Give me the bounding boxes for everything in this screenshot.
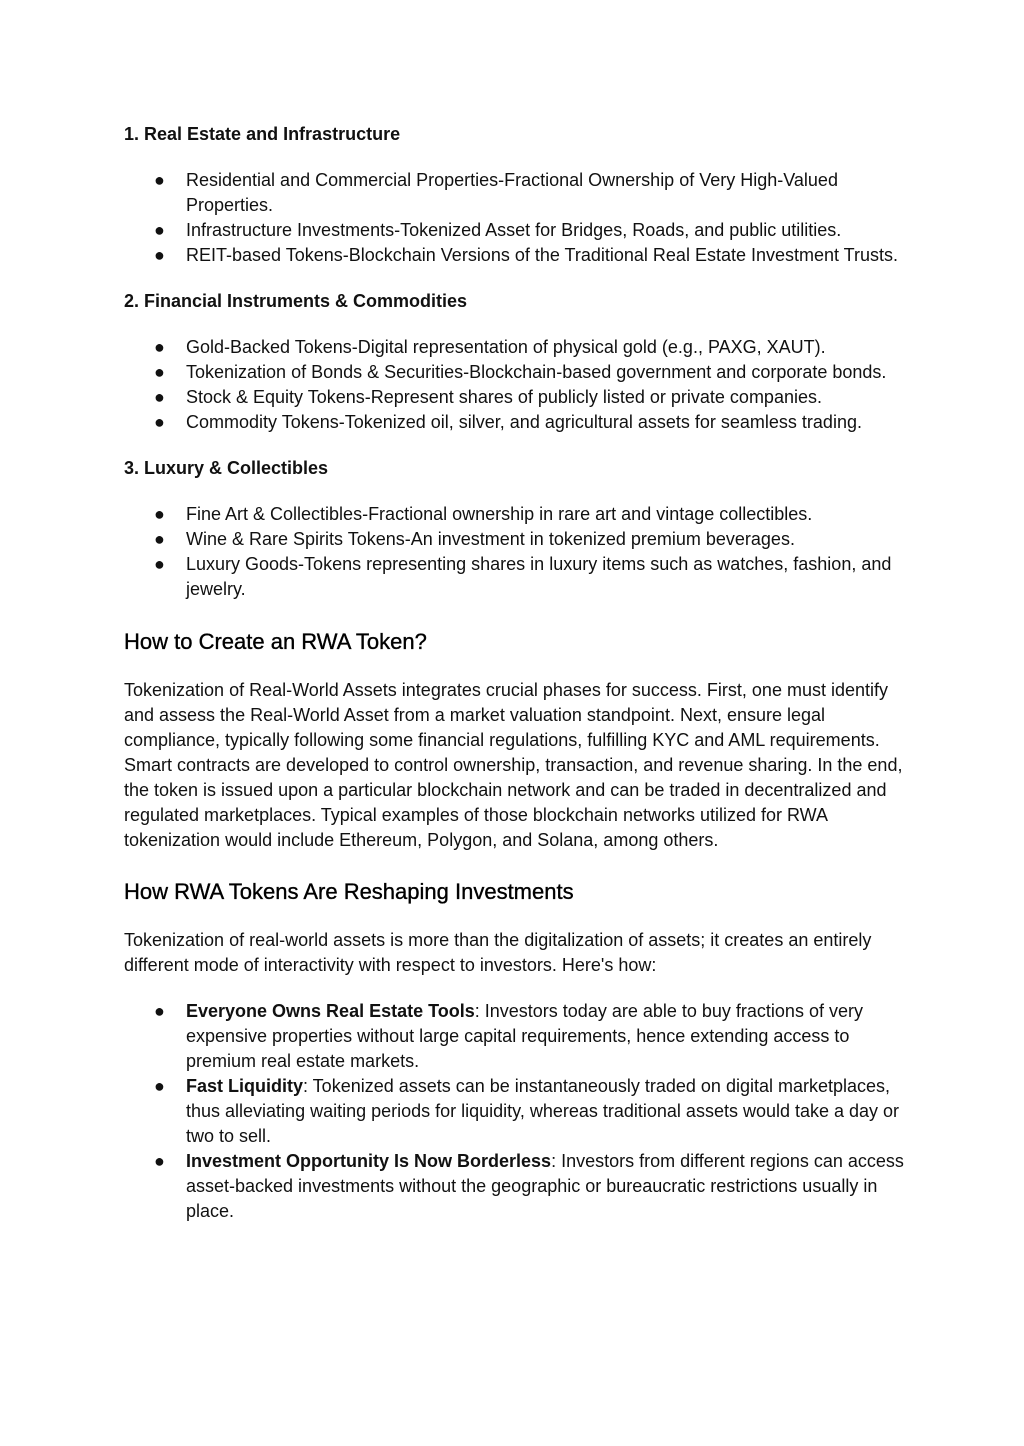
bullet-icon: ●: [154, 337, 165, 357]
list-item: ● Everyone Owns Real Estate Tools: Investors today are able to buy fractions of very expensive properties without large capital requirements, hence extending access to premium real estate markets.: [154, 1001, 863, 1071]
bullet-icon: ●: [154, 504, 165, 524]
section-heading-luxury: 3. Luxury & Collectibles: [124, 458, 329, 478]
list-item: ● Gold-Backed Tokens-Digital representation of physical gold (e.g., PAXG, XAUT).: [124, 335, 904, 360]
bullet-icon: ●: [154, 554, 165, 574]
reshaping-paragraph: Tokenization of real-world assets is more than the digitalization of assets; it creates an entirely different mode of interactivity with respect to investors. Here's how:: [124, 930, 872, 975]
heading-reshaping-investments: How RWA Tokens Are Reshaping Investments: [124, 879, 574, 904]
heading-create-rwa-token: How to Create an RWA Token?: [124, 629, 427, 654]
bullet-icon: ●: [154, 220, 165, 240]
reshaping-list: [124, 999, 904, 1224]
luxury-list: [124, 502, 904, 602]
bullet-icon: ●: [154, 1001, 165, 1021]
list-item: ● Luxury Goods-Tokens representing shares in luxury items such as watches, fashion, and jewelry.: [154, 554, 892, 599]
list-item: ● Fine Art & Collectibles-Fractional ownership in rare art and vintage collectibles.: [124, 502, 904, 527]
bullet-icon: ●: [154, 362, 165, 382]
list-item: ● Fast Liquidity: Tokenized assets can be instantaneously traded on digital marketplaces, thus alleviating waiting periods for liquidity, whereas traditional assets would take a day or two to sell.: [154, 1076, 900, 1146]
create-paragraph: Tokenization of Real-World Assets integrates crucial phases for success. First, one must identify and assess the Real-World Asset from a market valuation standpoint. Next, ensure legal compliance, typically following some financial regulations, fulfilling KYC and AML requirements. Smart contracts are developed to control ownership, transaction, and revenue sharing. In the end, the token is issued upon a particular blockchain network and can be traded in decentralized and regulated marketplaces. Typical examples of those blockchain networks utilized for RWA tokenization would include Ethereum, Polygon, and Solana, among others.: [124, 680, 903, 850]
list-item: ● Infrastructure Investments-Tokenized Asset for Bridges, Roads, and public utilities.: [124, 218, 904, 243]
bullet-icon: ●: [154, 387, 165, 407]
financial-list: [124, 335, 904, 435]
section-heading-financial: 2. Financial Instruments & Commodities: [124, 291, 468, 311]
list-item: ● Stock & Equity Tokens-Represent shares of publicly listed or private companies.: [124, 385, 904, 410]
list-item: ● Wine & Rare Spirits Tokens-An investment in tokenized premium beverages.: [124, 527, 904, 552]
bullet-icon: ●: [154, 1151, 165, 1171]
list-item: ● Residential and Commercial Properties-Fractional Ownership of Very High-Valued Properties.: [154, 170, 838, 215]
list-item: ● REIT-based Tokens-Blockchain Versions of the Traditional Real Estate Investment Trusts.: [124, 243, 904, 268]
item-title: Everyone Owns Real Estate Tools: [186, 1001, 475, 1021]
list-item: ● Investment Opportunity Is Now Borderless: Investors from different regions can access asset-backed investments without the geographic or bureaucratic restrictions usually in place.: [154, 1151, 904, 1221]
item-title: Investment Opportunity Is Now Borderless: [186, 1151, 552, 1171]
real-estate-list: [124, 168, 904, 268]
section-heading-real-estate: 1. Real Estate and Infrastructure: [124, 124, 401, 144]
list-item: ● Commodity Tokens-Tokenized oil, silver, and agricultural assets for seamless trading.: [124, 410, 904, 435]
bullet-icon: ●: [154, 170, 165, 190]
bullet-icon: ●: [154, 412, 165, 432]
document-page: [124, 122, 904, 1224]
list-item: ● Tokenization of Bonds & Securities-Blockchain-based government and corporate bonds.: [124, 360, 904, 385]
item-title: Fast Liquidity: [186, 1076, 303, 1096]
bullet-icon: ●: [154, 245, 165, 265]
bullet-icon: ●: [154, 529, 165, 549]
bullet-icon: ●: [154, 1076, 165, 1096]
